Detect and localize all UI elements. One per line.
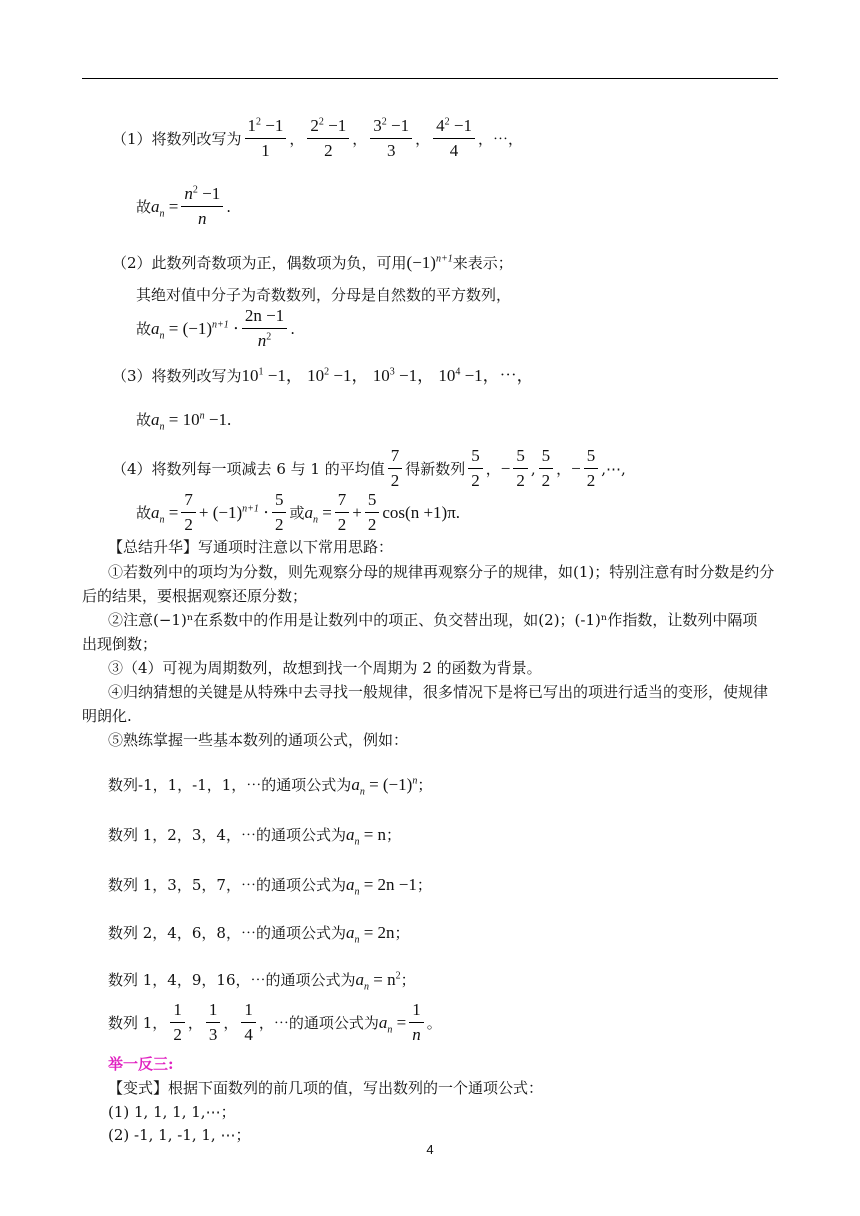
p2-result: 故 $a_n = (-1)^{n+1}$ ⋅ $\frac{2n -1}{n^2}$ . (136, 306, 295, 351)
practice-q2: (2) -1, 1, -1, 1, ⋯； (108, 1126, 251, 1144)
practice-heading: 举一反三: (108, 1055, 174, 1073)
p1-frac-1: $\frac{1^2 -1}{1}$ (245, 116, 287, 162)
p1-intro: （1）将数列改写为 (112, 129, 242, 148)
p2-result-frac: $\frac{2n -1}{n^2}$ (242, 306, 287, 352)
summary-item-2-cont: 出现倒数； (82, 635, 158, 653)
summary-title: 【总结升华】写通项时注意以下常用思路： (108, 538, 394, 556)
basic-seq-1: 数列-1，1，-1，1，⋯的通项公式为 $a_n = (-1)^n$ ； (108, 775, 433, 798)
summary-item-2: ②注意(−1)ⁿ在系数中的作用是让数列中的项正、负交替出现，如(2)；(-1)ⁿ作指数，让数列中隔项 (108, 611, 758, 629)
summary-item-4-cont: 明朗化. (82, 707, 132, 725)
summary-item-5: ⑤熟练掌握一些基本数列的通项公式，例如： (108, 731, 409, 749)
basic-seq-4: 数列 2，4，6，8，⋯的通项公式为 $a_n = 2n$ ； (108, 923, 410, 946)
p1-result-frac: $\frac{n^2 -1}{n}$ (181, 184, 223, 230)
summary-item-1: ①若数列中的项均为分数，则先观察分母的规律再观察分子的规律，如(1)；特别注意有时分数是约分 (108, 563, 775, 581)
summary-item-3: ③（4）可视为周期数列，故想到找一个周期为 2 的函数为背景。 (108, 659, 542, 677)
header-rule (82, 78, 778, 79)
p1-frac-3: $\frac{3^2 -1}{3}$ (370, 116, 412, 162)
summary-item-4: ④归纳猜想的关键是从特殊中去寻找一般规律，很多情况下是将已写出的项进行适当的变形，使规律 (108, 683, 769, 701)
basic-seq-6: 数列 1， $\frac{1}{2}$ ， $\frac{1}{3}$ ， $\frac{1}{4}$ ，⋯的通项公式为 $a_n$ = $\frac{1}{n}$ 。 (108, 1000, 442, 1045)
p3-result: 故 $a_n = 10^n -1$. (136, 410, 232, 433)
p1-frac-2: $\frac{2^2 -1}{2}$ (307, 116, 349, 162)
p1-result: 故 $a_n$ = $\frac{n^2 -1}{n}$ . (136, 184, 231, 229)
p4-line: （4）将数列每一项减去 6 与 1 的平均值 $\frac{7}{2}$ 得新数列 $\frac{5}{2}$ ， − $\frac{5}{2}$ , $\frac{5}{2}$ ， − $\frac{5}{2}$ ,⋯, (112, 446, 626, 491)
basic-seq-5: 数列 1，4，9，16，⋯的通项公式为 $a_n = n^2$ ； (108, 970, 416, 993)
p3-line: （3）将数列改写为 $10^1 -1$， $10^2 -1$， $10^3 -1$， $10^4 -1$，⋯， (112, 366, 534, 386)
p1-line: （1）将数列改写为 $\frac{1^2 -1}{1}$ ， $\frac{2^2 -1}{2}$ ， $\frac{3^2 -1}{3}$ ， $\frac{4^2 -1}{4}$ ，⋯， (112, 116, 523, 161)
basic-seq-2: 数列 1，2，3，4，⋯的通项公式为 $a_n = n$ ； (108, 825, 402, 848)
p4-result: 故 $a_n$ = $\frac{7}{2}$ + $(-1)^{n+1}$ ⋅ $\frac{5}{2}$ 或 $a_n$ = $\frac{7}{2}$ + $\frac{5}{2}$ cos(n +1)π. (136, 490, 461, 535)
p2-line-2: 其绝对值中分子为奇数数列，分母是自然数的平方数列， (136, 286, 512, 304)
summary-item-1-cont: 后的结果，要根据观察还原分数； (82, 587, 308, 605)
practice-task: 【变式】根据下面数列的前几项的值，写出数列的一个通项公式： (108, 1079, 544, 1097)
page-number: 4 (426, 1142, 434, 1157)
practice-q1: (1) 1, 1, 1, 1,⋯； (108, 1103, 236, 1121)
p1-frac-4: $\frac{4^2 -1}{4}$ (433, 116, 475, 162)
p2-line: （2）此数列奇数项为正，偶数项为负，可用 $(-1)^{n+1}$ 来表示； (112, 253, 513, 273)
basic-seq-3: 数列 1，3，5，7，⋯的通项公式为 $a_n = 2n -1$ ； (108, 875, 432, 898)
